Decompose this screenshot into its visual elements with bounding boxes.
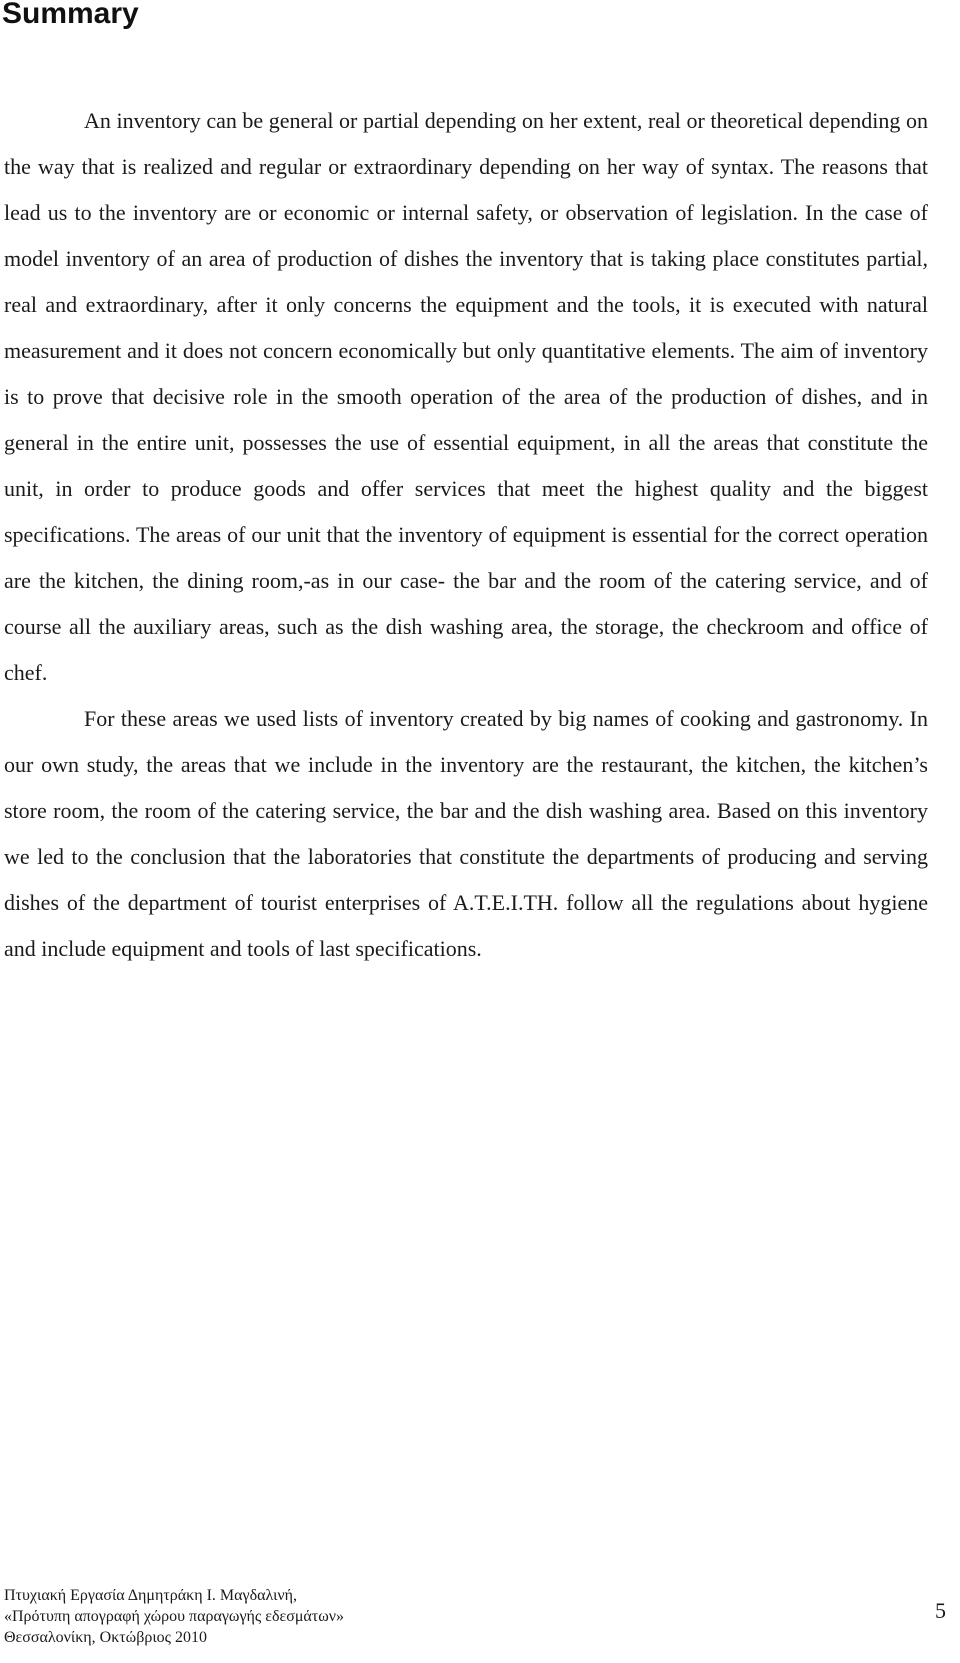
page-footer	[4, 1585, 804, 1648]
document-body	[4, 98, 928, 972]
footer-title-line: «Πρότυπη απογραφή χώρου παραγωγής εδεσμάτων»	[4, 1608, 344, 1625]
footer-author-line: Πτυχιακή Εργασία Δημητράκη Ι. Μαγδαλινή,	[4, 1587, 297, 1604]
page-title: Summary	[2, 0, 139, 30]
paragraph-1: An inventory can be general or partial depending on her extent, real or theoretical depending on the way that is realized and regular or extraordinary depending on her way of syntax. The reasons that lead us to the inventory are or economic or internal safety, or observation of legislation. In the case of model inventory of an area of production of dishes the inventory that is taking place constitutes partial, real and extraordinary, after it only concerns the equipment and the tools, it is executed with natural measurement and it does not concern economically but only quantitative elements. The aim of inventory is to prove that decisive role in the smooth operation of the area of the production of dishes, and in general in the entire unit, possesses the use of essential equipment, in all the areas that constitute the unit, in order to produce goods and offer services that meet the highest quality and the biggest specifications. The areas of our unit that the inventory of equipment is essential for the correct operation are the kitchen, the dining room,-as in our case- the bar and the room of the catering service, and of course all the auxiliary areas, such as the dish washing area, the storage, the checkroom and office of chef.	[4, 108, 928, 685]
paragraph-2: For these areas we used lists of inventory created by big names of cooking and gastronomy. In our own study, the areas that we include in the inventory are the restaurant, the kitchen, the kitchen’s store room, the room of the catering service, the bar and the dish washing area. Based on this inventory we led to the conclusion that the laboratories that constitute the departments of producing and serving dishes of the department of tourist enterprises of A.T.E.I.TH. follow all the regulations about hygiene and include equipment and tools of last specifications.	[4, 706, 928, 961]
footer-date-line: Θεσσαλονίκη, Οκτώβριος 2010	[4, 1629, 207, 1646]
page-number: 5	[935, 1598, 946, 1623]
